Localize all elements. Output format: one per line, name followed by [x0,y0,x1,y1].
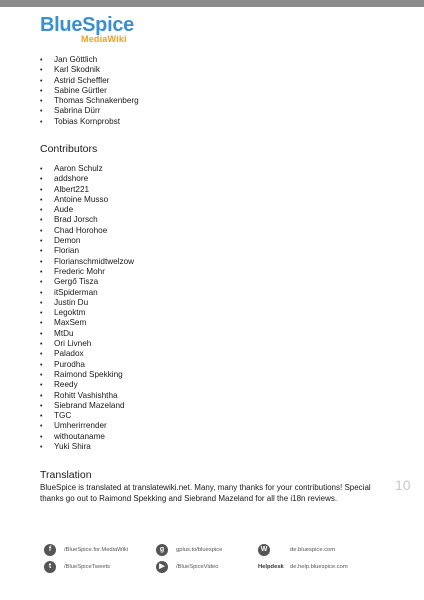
bullet-marker: • [40,351,43,359]
bullet-marker: • [40,310,43,318]
youtube-icon[interactable]: ▶ [156,561,168,573]
bullet-marker: • [40,108,43,116]
contributor-item-name: Florianschmidtwelzow [54,256,135,266]
contributor-item-name: withoutaname [54,431,105,441]
footer-helpdesk-link[interactable]: de.help.bluespice.com [290,564,348,570]
developer-item [40,76,139,86]
bullet-marker: • [40,402,43,410]
contributor-item [40,432,134,442]
contributor-item-name: Rohitt Vashishtha [54,390,118,400]
contributor-item-name: Albert221 [54,184,90,194]
contributor-item [40,257,134,267]
logo-main-text: BlueSpice [40,14,134,36]
developer-item [40,86,139,96]
footer-twitter-link[interactable]: /BlueSpiceTweets [64,564,111,570]
contributor-item-name: Aaron Schulz [54,164,103,173]
page-number: 10 [395,477,411,493]
bullet-marker: • [40,299,43,307]
bullet-marker: • [40,320,43,328]
translation-heading: Translation [40,469,92,481]
contributor-item-name: TGC [54,411,72,421]
contributor-item [40,318,134,328]
footer-wordpress-link[interactable]: de.bluespice.com [290,547,336,553]
developer-item-name: Karl Skodnik [54,65,100,75]
contributor-item [40,308,134,318]
bullet-marker: • [40,330,43,338]
footer-helpdesk-label: Helpdesk [258,564,284,570]
contributor-item-name: addshore [54,174,89,184]
contributor-item [40,288,134,298]
bullet-marker: • [40,186,43,194]
bullet-marker: • [40,196,43,204]
contributor-item-name: Chad Horohoe [54,225,108,235]
bullet-marker: • [40,433,43,441]
bullet-marker: • [40,238,43,246]
contributor-item [40,339,134,349]
contributor-item [40,442,134,452]
footer-row-2 [44,561,384,575]
top-bar [0,0,424,7]
contributor-item [40,164,134,174]
contributor-item [40,329,134,339]
contributor-item [40,349,134,359]
contributor-item-name: Brad Jorsch [54,215,98,225]
bullet-marker: • [40,176,43,184]
contributor-item-name: MaxSem [54,318,87,328]
bullet-marker: • [40,87,43,95]
bullet-marker: • [40,227,43,235]
bullet-marker: • [40,98,43,106]
facebook-icon[interactable]: f [44,544,56,556]
bullet-marker: • [40,423,43,431]
developer-item [40,117,139,127]
contributor-item [40,277,134,287]
contributor-item-name: Aude [54,205,74,215]
developer-item-name: Jan Göttlich [54,55,98,64]
contributor-item [40,401,134,411]
contributor-item [40,267,134,277]
contributor-item-name: Antoine Musso [54,194,109,204]
bullet-marker: • [40,382,43,390]
bullet-marker: • [40,289,43,297]
contributor-item [40,205,134,215]
bullet-marker: • [40,67,43,75]
developers-list [40,55,139,127]
contributor-item [40,215,134,225]
bullet-marker: • [40,118,43,126]
bullet-marker: • [40,207,43,215]
contributor-item [40,421,134,431]
bullet-marker: • [40,268,43,276]
bullet-marker: • [40,77,43,85]
contributor-item [40,298,134,308]
developer-item-name: Sabine Gürtler [54,85,107,95]
footer-row-1 [44,544,384,558]
contributor-item-name: Ori Livneh [54,339,92,349]
contributor-item [40,370,134,380]
contributor-item-name: Legoktm [54,308,86,318]
contributor-item [40,195,134,205]
developer-item-name: Sabrina Dürr [54,106,101,116]
contributor-item [40,174,134,184]
contributors-heading: Contributors [40,143,98,155]
contributor-item-name: Florian [54,246,80,256]
contributor-item [40,226,134,236]
footer-gplus-link[interactable]: gplus.to/bluespice [176,547,223,553]
contributor-item-name: Siebrand Mazeland [54,400,125,410]
developer-item-name: Thomas Schnakenberg [54,96,139,106]
bullet-marker: • [40,166,43,173]
bullet-marker: • [40,361,43,369]
contributor-item-name: Paladox [54,349,84,359]
bullet-marker: • [40,444,43,452]
developer-item [40,106,139,116]
contributor-item-name: Yuki Shira [54,442,91,452]
contributor-item-name: Frederic Mohr [54,266,105,276]
bullet-marker: • [40,248,43,256]
contributors-list [40,164,134,452]
contributor-item [40,391,134,401]
developer-item [40,96,139,106]
contributor-item-name: Justin Du [54,297,89,307]
developer-item-name: Tobias Kornprobst [54,116,120,126]
contributor-item [40,236,134,246]
contributor-item-name: Umherirrender [54,421,107,431]
contributor-item-name: Purodha [54,359,85,369]
contributor-item-name: Raimond Spekking [54,369,123,379]
google-plus-icon[interactable]: g [156,544,168,556]
wordpress-icon[interactable]: W [258,544,270,556]
bullet-marker: • [40,392,43,400]
developer-item [40,65,139,75]
contributor-item [40,185,134,195]
bullet-marker: • [40,279,43,287]
bullet-marker: • [40,217,43,225]
bullet-marker: • [40,413,43,421]
bluespice-logo [40,14,134,46]
contributor-item-name: MtDu [54,328,74,338]
contributor-item [40,360,134,370]
contributor-item-name: Gergő Tisza [54,277,99,287]
bullet-marker: • [40,258,43,266]
contributor-item [40,380,134,390]
logo-sub-text: MediaWiki [81,34,127,44]
twitter-icon[interactable]: t [44,561,56,573]
contributor-item [40,411,134,421]
translation-paragraph: BlueSpice is translated at translatewiki.net. Many, many thanks for your contributions! Special thanks go out to Raimond Spekking and Siebrand Mazeland for all the i18n reviews. [40,483,371,503]
contributor-item-name: itSpiderman [54,287,98,297]
bullet-marker: • [40,57,43,64]
developer-item [40,55,139,65]
bullet-marker: • [40,341,43,349]
footer-facebook-link[interactable]: /BlueSpice.for.MediaWiki [64,547,129,553]
contributor-item-name: Reedy [54,380,78,390]
developer-item-name: Astrid Scheffler [54,75,110,85]
bullet-marker: • [40,371,43,379]
contributor-item-name: Demon [54,236,81,246]
footer-youtube-link[interactable]: /BlueSpiceVideo [176,564,219,570]
contributor-item [40,246,134,256]
